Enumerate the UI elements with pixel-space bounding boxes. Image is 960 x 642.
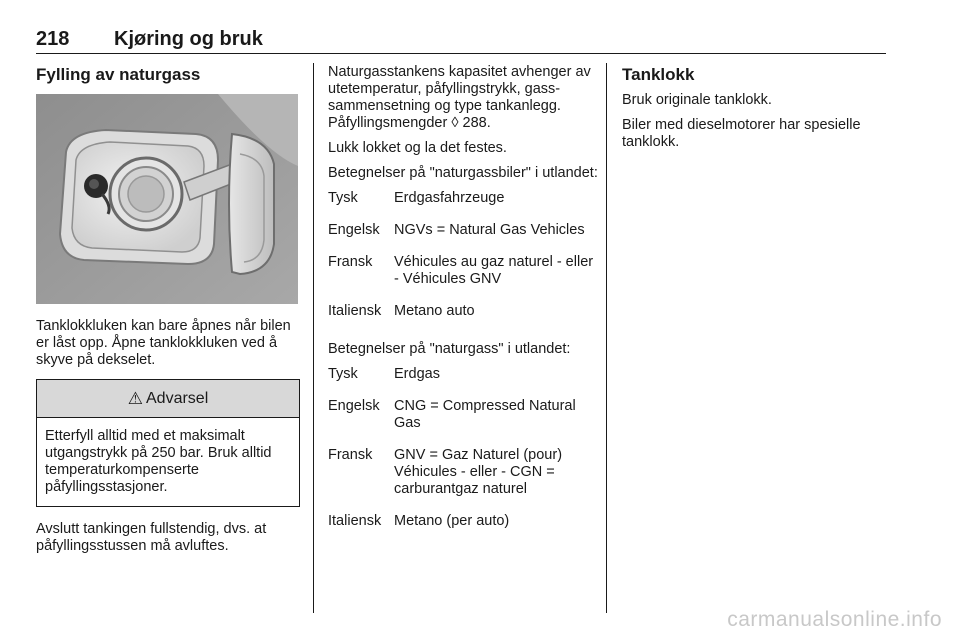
table-row: [328, 303, 600, 335]
warning-box: [36, 379, 300, 507]
term-value: Metano auto: [394, 303, 475, 319]
table-row: [328, 447, 600, 513]
paragraph-gas-terms-intro: Betegnelser på "naturgass" i utlandet:: [328, 341, 571, 357]
term-value: Metano (per auto): [394, 513, 510, 529]
page-header: [36, 28, 886, 54]
gas-terms-table: [328, 366, 600, 545]
term-value: GNV = Gaz Naturel (pour) Véhicules - eller - CGN = carburantgaz naturel: [394, 447, 563, 497]
term-language: Fransk: [328, 254, 373, 270]
column-divider-1: [313, 63, 314, 613]
paragraph-vehicle-terms-intro: Betegnelser på "naturgassbiler" i utlandet:: [328, 165, 598, 181]
term-language: Italiensk: [328, 303, 382, 319]
term-value: NGVs = Natural Gas Vehicles: [394, 222, 585, 238]
warning-title: Advarsel: [146, 390, 209, 407]
vehicle-terms-table: [328, 190, 600, 335]
chapter-title: Kjøring og bruk: [114, 28, 263, 50]
term-language: Engelsk: [328, 398, 380, 414]
section-heading-fuel-cap: Tanklokk: [622, 65, 695, 84]
term-language: Tysk: [328, 190, 358, 206]
term-language: Tysk: [328, 366, 358, 382]
fuel-filler-illustration: [36, 94, 298, 304]
term-value: Erdgas: [394, 366, 440, 382]
term-language: Italiensk: [328, 513, 382, 529]
term-value: Véhicules au gaz naturel - eller - Véhicules GNV: [394, 254, 594, 287]
paragraph-original-caps: Bruk originale tanklokk.: [622, 92, 772, 108]
fuel-filler-drawing: [36, 94, 298, 304]
paragraph-fuel-flap-opening: Tanklokkluken kan bare åpnes når bilen er låst opp. Åpne tanklokkluken ved å skyve på dekselet.: [36, 318, 291, 368]
paragraph-tank-capacity: Naturgasstankens kapasitet avhenger av utetemperatur, påfyllingstrykk, gass-sammensetning og type tankanlegg. Påfyllingsmengder ◊ 288.: [328, 64, 591, 131]
warning-triangle-icon: ⚠: [127, 389, 143, 408]
warning-text: Etterfyll alltid med et maksimalt utgangstrykk på 250 bar. Bruk alltid temperaturkompenserte påfyllingsstasjoner.: [45, 428, 272, 495]
warning-header: [37, 380, 299, 418]
paragraph-diesel-caps: Biler med dieselmotorer har spesielle tanklokk.: [622, 117, 861, 150]
term-language: Fransk: [328, 447, 373, 463]
term-value: Erdgasfahrzeuge: [394, 190, 505, 206]
section-heading-natural-gas: Fylling av naturgass: [36, 65, 201, 84]
column-3: [622, 64, 886, 159]
column-1: [36, 64, 300, 563]
table-row: [328, 222, 600, 254]
table-row: [328, 398, 600, 447]
term-language: Engelsk: [328, 222, 380, 238]
paragraph-close-cap: Lukk lokket og la det festes.: [328, 140, 507, 156]
column-2: [328, 64, 600, 551]
header-divider: [36, 53, 886, 54]
term-value: CNG = Compressed Natural Gas: [394, 398, 576, 431]
page-number: 218: [36, 28, 70, 50]
watermark-text: carmanualsonline.info: [727, 608, 942, 631]
table-row: [328, 366, 600, 398]
table-row: [328, 190, 600, 222]
paragraph-end-refueling: Avslutt tankingen fullstendig, dvs. at påfyllingsstussen må avluftes.: [36, 521, 267, 554]
table-row: [328, 254, 600, 303]
table-row: [328, 513, 600, 545]
column-divider-2: [606, 63, 607, 613]
